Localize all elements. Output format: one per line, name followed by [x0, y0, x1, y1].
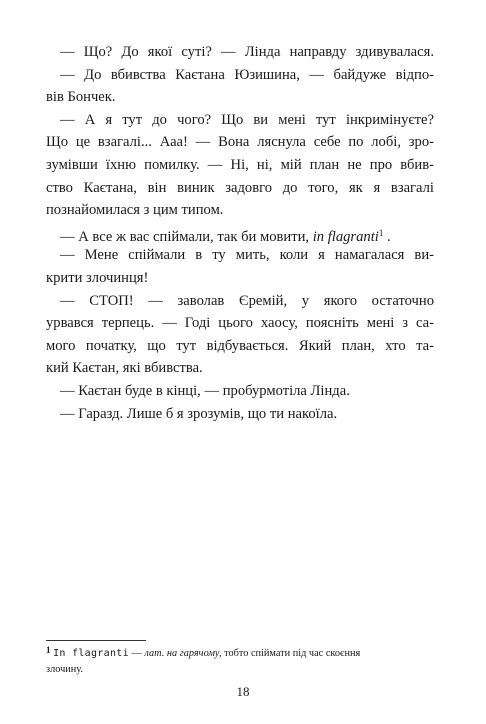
footnote-term: In flagranti — [53, 648, 129, 659]
text-line: — Гаразд. Лише б я зрозумів, що ти накоїла. — [60, 405, 338, 422]
text-line: кий Каєтан, які вбивства. — [46, 360, 203, 377]
footnote-dash: — — [128, 648, 145, 659]
text-line: — СТОП! — заволав Єремій, у якого остаточно — [60, 292, 434, 309]
text-line: Що це взагалі... Ааа! — Вона ляснула себе по лобі, зро- — [46, 134, 434, 151]
footnote-line: злочину. — [46, 663, 83, 675]
footnote-gloss: на гарячому, — [166, 648, 222, 659]
text-line: — Що? До якої суті? — Лінда направду здивувалася. — [60, 44, 434, 60]
body-text — [46, 41, 434, 425]
text-fragment: — А все ж вас спіймали, так би мовити, — [60, 228, 313, 245]
text-line: — До вбивства Каєтана Юзишина, — байдуже відпо- — [60, 66, 434, 83]
footnote-divider — [46, 640, 146, 641]
text-line: ство Каєтана, він виник задовго до того, як я взагалі — [46, 179, 434, 196]
text-fragment: . — [383, 228, 391, 245]
footnote-language: лат. — [144, 648, 165, 659]
footnote-reference[interactable]: 1 — [378, 227, 384, 238]
text-line: познайомилася з цим типом. — [46, 202, 224, 219]
page-number: 18 — [236, 684, 250, 699]
footnote-mark: 1 — [46, 645, 51, 655]
footnote — [46, 643, 438, 677]
text-line: мого початку, що тут відбувається. Який план, хто та- — [46, 337, 434, 354]
text-line: урвався терпець. — Годі цього хаосу, поясніть мені з са- — [46, 315, 434, 332]
footnote-line — [46, 643, 438, 662]
footnote-text: тобто спіймати під час скоєння — [221, 648, 361, 659]
text-line: крити злочинця! — [46, 269, 149, 286]
text-line: — Каєтан буде в кінці, — пробурмотіла Лінда. — [60, 382, 350, 399]
text-line-with-footnote — [46, 222, 434, 245]
text-line: — А я тут до чого? Що ви мені тут інкримінуєте? — [60, 111, 434, 128]
italic-phrase: in flagranti — [312, 228, 379, 245]
text-line: — Мене спіймали в ту мить, коли я намагалася ви- — [60, 247, 434, 264]
text-line: вів Бончек. — [46, 89, 116, 106]
text-line: зумівши їхню помилку. — Ні, ні, мій план не про вбив- — [46, 156, 434, 173]
